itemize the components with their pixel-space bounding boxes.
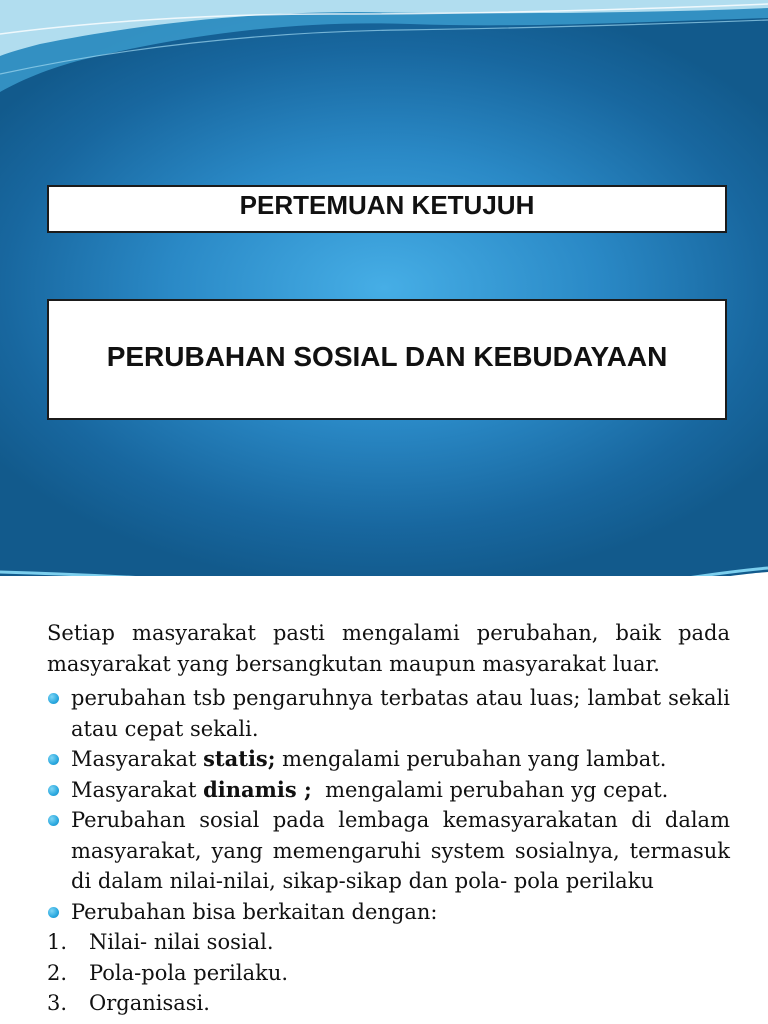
bullet-text-bold: statis;: [203, 746, 276, 771]
bullet-text-pre: Masyarakat: [71, 777, 204, 802]
bullet-text: Perubahan sosial pada lembaga kemasyarakatan di dalam masyarakat, yang memengaruhi system sosialnya, termasuk di dalam nilai-nilai, sikap-sikap dan pola- pola perilaku: [71, 808, 730, 893]
title-box: [47, 299, 727, 420]
subtitle-box: [47, 185, 727, 233]
slide-body: [47, 618, 730, 1019]
item-number: 1.: [47, 930, 68, 954]
bullet-item: [47, 897, 730, 928]
numbered-item: [47, 958, 730, 989]
bullet-text-bold: dinamis ;: [203, 776, 312, 802]
item-text: Pola-pola perilaku.: [89, 960, 289, 985]
numbered-item: [47, 988, 730, 1019]
bullet-item: [47, 805, 730, 897]
numbered-item: [47, 927, 730, 958]
bullet-icon: [48, 693, 59, 704]
item-text: Organisasi.: [89, 991, 210, 1015]
bullet-item: [47, 775, 730, 806]
bullet-text-pre: Masyarakat: [71, 747, 204, 771]
bullet-text-post: mengalami perubahan yang lambat.: [275, 747, 667, 771]
bullet-icon: [48, 907, 59, 918]
bullet-icon: [48, 815, 59, 826]
bullet-text: Perubahan bisa berkaitan dengan:: [71, 899, 438, 924]
bullet-icon: [48, 785, 59, 796]
item-number: 2.: [47, 960, 68, 985]
item-text: Nilai- nilai sosial.: [89, 930, 274, 954]
intro-paragraph: Setiap masyarakat pasti mengalami perubahan, baik pada masyarakat yang bersangkutan maupun masyarakat luar.: [47, 621, 730, 676]
decorative-wave-top: [0, 0, 768, 110]
decorative-wave-bottom: [0, 560, 768, 576]
bullet-text-post: mengalami perubahan yg cepat.: [311, 777, 669, 802]
slide-subtitle: PERTEMUAN KETUJUH: [239, 189, 535, 220]
slide-title: PERUBAHAN SOSIAL DAN KEBUDAYAAN: [106, 340, 668, 372]
bullet-item: [47, 744, 730, 775]
item-number: 3.: [47, 991, 68, 1015]
bullet-text: perubahan tsb pengaruhnya terbatas atau luas; lambat sekali atau cepat sekali.: [71, 686, 730, 741]
bullet-icon: [48, 754, 59, 765]
bullet-item: [47, 683, 730, 744]
